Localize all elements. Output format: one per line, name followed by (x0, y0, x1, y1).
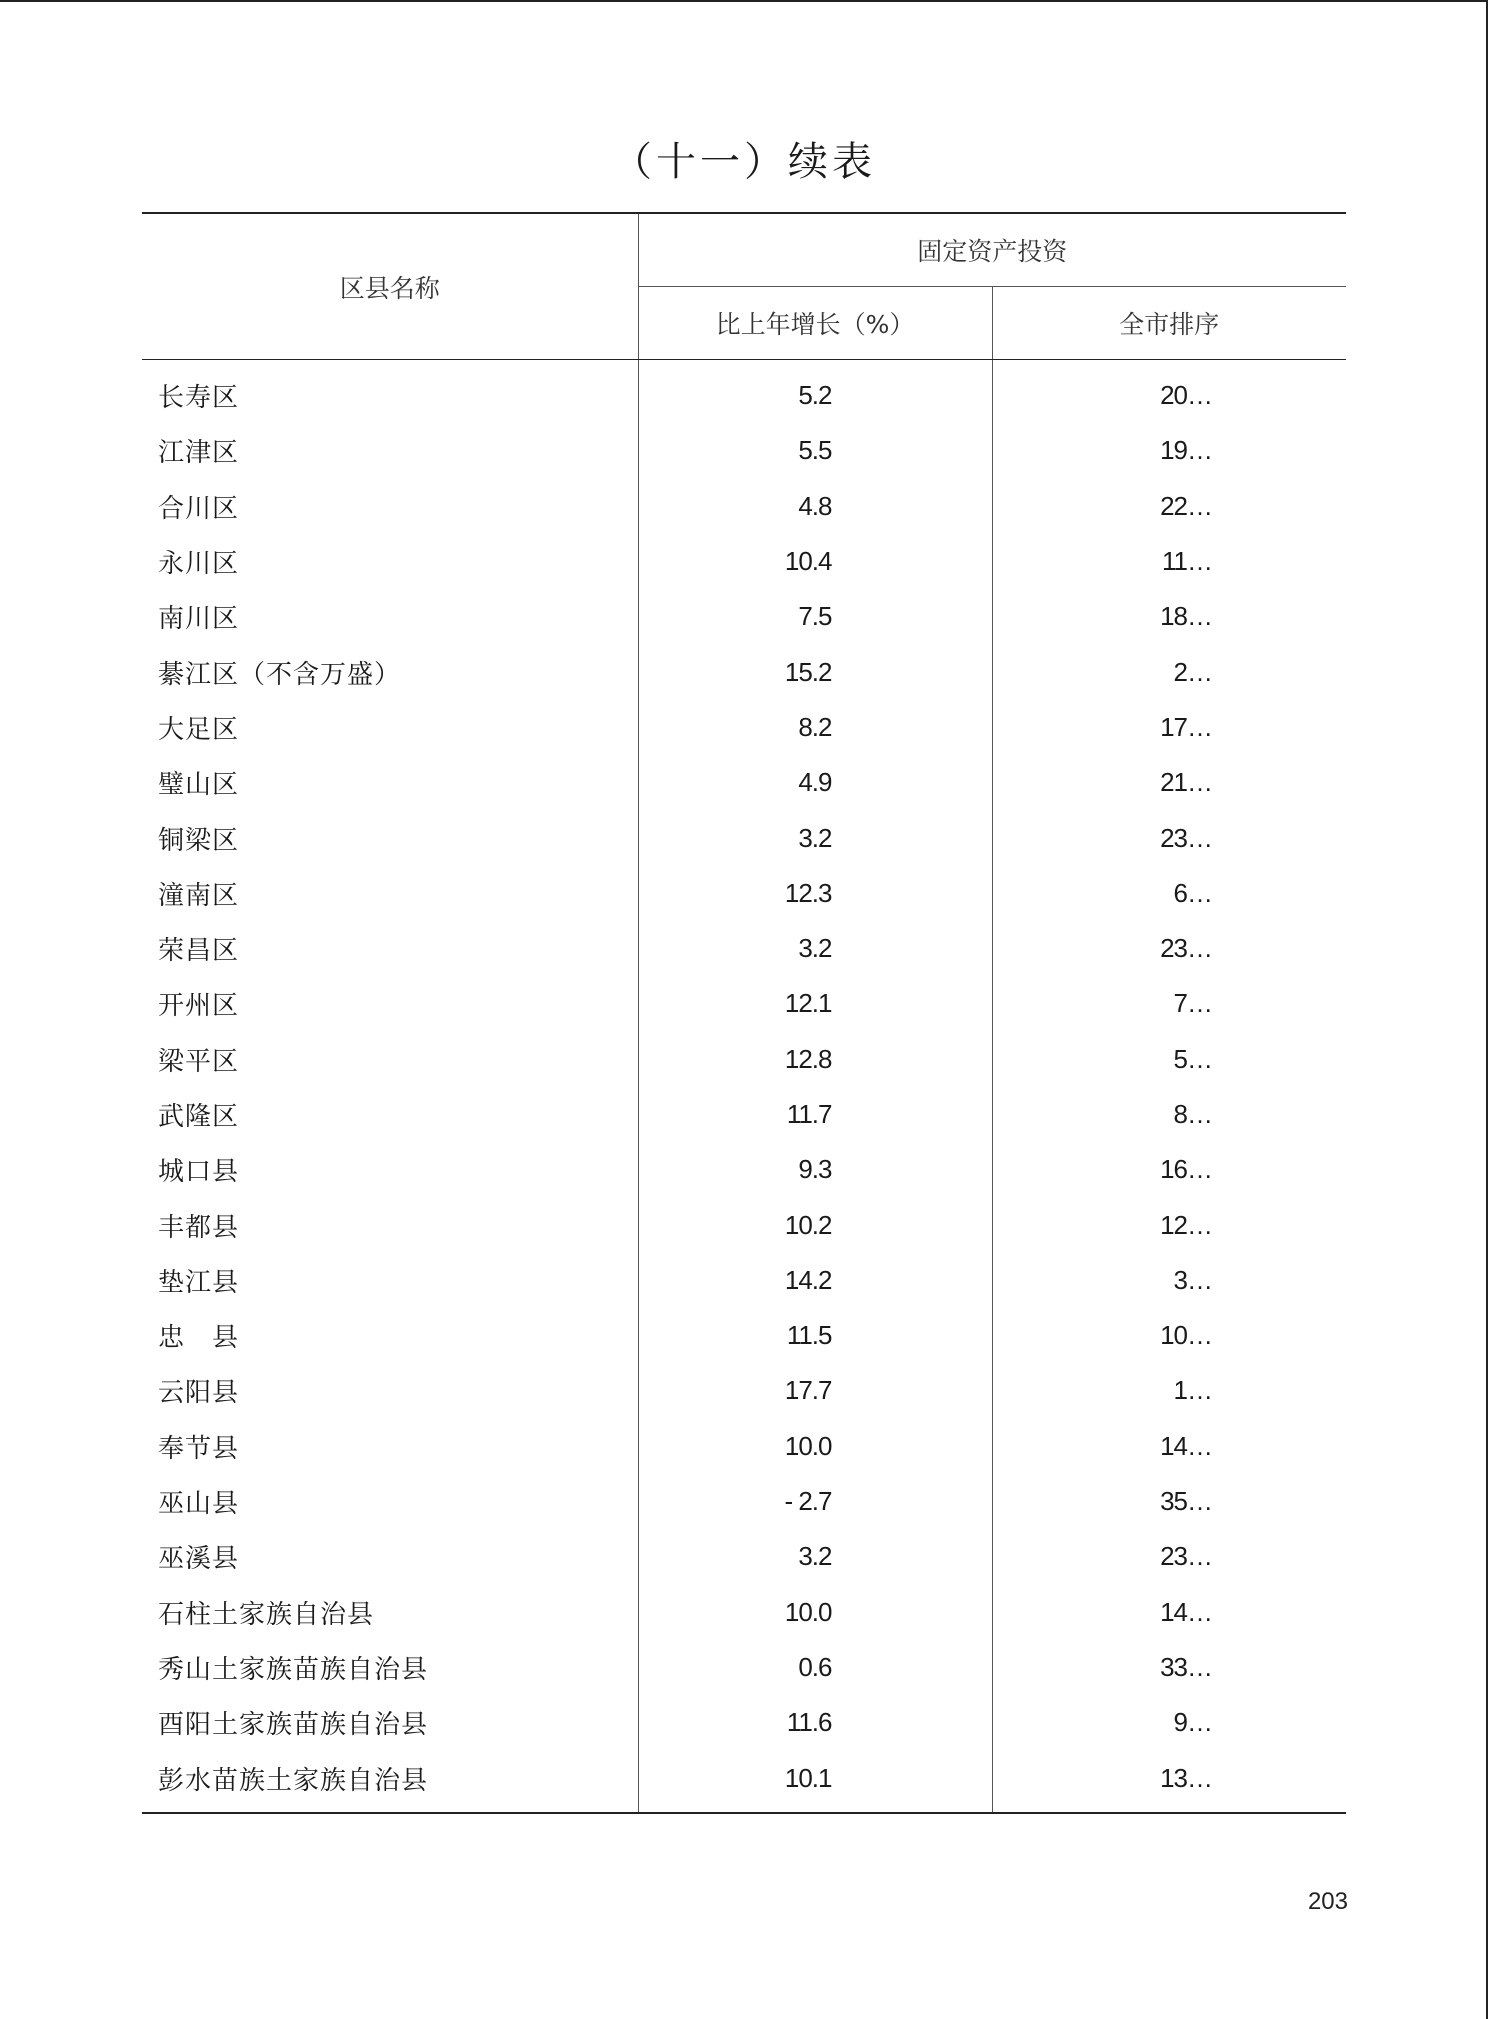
district-name-cell: 开州区 (158, 991, 240, 1022)
city-rank-cell: 5… (992, 1032, 1346, 1087)
growth-rate-cell: 3.2 (638, 810, 992, 865)
table-row (142, 534, 1346, 589)
city-rank-cell: 1… (992, 1363, 1346, 1418)
growth-rate-cell: 3.2 (638, 1529, 992, 1584)
table-row (142, 423, 1346, 478)
table-row (142, 1142, 1346, 1197)
growth-rate-cell: 4.9 (638, 755, 992, 810)
growth-rate-cell: 12.1 (638, 976, 992, 1031)
city-rank-cell: 14… (992, 1419, 1346, 1474)
header-district-name: 区县名称 (142, 213, 638, 360)
growth-rate-cell: 3.2 (638, 921, 992, 976)
district-name-cell: 江津区 (158, 438, 240, 469)
table-row (142, 360, 1346, 424)
growth-rate-cell: 12.3 (638, 866, 992, 921)
city-rank-cell: 3… (992, 1253, 1346, 1308)
district-name-cell: 荣昌区 (158, 936, 240, 967)
district-name-cell: 巫山县 (158, 1489, 240, 1520)
district-name-cell: 大足区 (158, 714, 240, 745)
table-row (142, 479, 1346, 534)
city-rank-cell: 22… (992, 479, 1346, 534)
district-name-cell: 彭水苗族土家族自治县 (142, 1750, 638, 1812)
city-rank-cell: 6… (992, 866, 1346, 921)
city-rank-cell: 16… (992, 1142, 1346, 1197)
city-rank-cell: 2… (992, 644, 1346, 699)
table-body (142, 360, 1346, 1813)
growth-rate-cell: 5.5 (638, 423, 992, 478)
table-row (142, 1197, 1346, 1252)
table-row (142, 1640, 1346, 1695)
city-rank-cell: 7… (992, 976, 1346, 1031)
table-header (142, 213, 1346, 360)
district-name-cell: 合川区 (158, 493, 240, 524)
table-row (142, 1363, 1346, 1418)
city-rank-cell: 21… (992, 755, 1346, 810)
table-row (142, 1419, 1346, 1474)
table-row (142, 589, 1346, 644)
district-name-cell: 长寿区 (158, 383, 240, 414)
growth-rate-cell: 5.2 (638, 360, 992, 424)
city-rank-cell: 23… (992, 810, 1346, 865)
table-row (142, 1253, 1346, 1308)
district-name-cell: 巫溪县 (158, 1544, 240, 1575)
city-rank-cell: 33… (992, 1640, 1346, 1695)
city-rank-cell: 14… (992, 1585, 1346, 1640)
growth-rate-cell: 11.7 (638, 1087, 992, 1142)
district-name-cell: 忠 县 (158, 1323, 240, 1354)
table-row (142, 700, 1346, 755)
district-name-cell: 酉阳土家族苗族自治县 (158, 1710, 429, 1741)
city-rank-cell: 10… (992, 1308, 1346, 1363)
district-name-cell: 南川区 (158, 604, 240, 635)
growth-rate-cell: 7.5 (638, 589, 992, 644)
table-row (142, 810, 1346, 865)
district-name-cell: 城口县 (158, 1157, 240, 1188)
table-row (142, 1585, 1346, 1640)
table-row (142, 976, 1346, 1031)
city-rank-cell: 11… (992, 534, 1346, 589)
city-rank-cell: 35… (992, 1474, 1346, 1529)
growth-rate-cell: 8.2 (638, 700, 992, 755)
growth-rate-cell: - 2.7 (638, 1474, 992, 1529)
table-row (142, 1695, 1346, 1750)
city-rank-cell: 23… (992, 1529, 1346, 1584)
table-row (142, 1032, 1346, 1087)
city-rank-cell: 8… (992, 1087, 1346, 1142)
table-row (142, 1087, 1346, 1142)
growth-rate-cell: 10.0 (638, 1419, 992, 1474)
growth-rate-cell: 0.6 (638, 1640, 992, 1695)
table-row (142, 921, 1346, 976)
city-rank-cell: 19… (992, 423, 1346, 478)
district-name-cell: 永川区 (158, 549, 240, 580)
table-row (142, 755, 1346, 810)
district-name-cell: 武隆区 (158, 1102, 240, 1132)
district-name-cell: 綦江区（不含万盛） (158, 659, 402, 690)
city-rank-cell: 13… (992, 1750, 1346, 1812)
page-number: 203 (1307, 1888, 1348, 1915)
growth-rate-cell: 4.8 (638, 479, 992, 534)
district-name-cell: 秀山土家族苗族自治县 (158, 1654, 429, 1685)
table-row (142, 1529, 1346, 1584)
table-row (142, 866, 1346, 921)
page-title: （十一）续表 (612, 139, 876, 185)
district-name-cell: 铜梁区 (158, 825, 240, 856)
district-name-cell: 梁平区 (158, 1046, 240, 1077)
growth-rate-cell: 15.2 (638, 644, 992, 699)
city-rank-cell: 20… (992, 360, 1346, 424)
table-row (142, 1474, 1346, 1529)
city-rank-cell: 23… (992, 921, 1346, 976)
data-table-container (142, 212, 1346, 1814)
growth-rate-cell: 11.5 (638, 1308, 992, 1363)
city-rank-cell: 17… (992, 700, 1346, 755)
district-name-cell: 石柱土家族自治县 (158, 1599, 375, 1630)
growth-rate-cell: 9.3 (638, 1142, 992, 1197)
district-name-cell: 潼南区 (158, 880, 240, 911)
header-growth-rate: 比上年增长（%） (638, 287, 992, 360)
growth-rate-cell: 17.7 (638, 1363, 992, 1418)
city-rank-cell: 12… (992, 1197, 1346, 1252)
district-name-cell: 云阳县 (158, 1378, 240, 1409)
growth-rate-cell: 10.4 (638, 534, 992, 589)
header-fixed-asset-investment: 固定资产投资 (638, 213, 1346, 287)
district-name-cell: 奉节县 (158, 1433, 240, 1464)
table-row (142, 1308, 1346, 1363)
data-table (142, 212, 1346, 1814)
header-city-rank: 全市排序 (992, 287, 1346, 360)
district-name-cell: 垫江县 (158, 1267, 240, 1298)
growth-rate-cell: 11.6 (638, 1695, 992, 1750)
growth-rate-cell: 10.2 (638, 1197, 992, 1252)
table-row (142, 644, 1346, 699)
growth-rate-cell: 10.1 (638, 1750, 992, 1812)
page-top-border (0, 0, 1488, 2)
table-row (142, 1750, 1346, 1812)
growth-rate-cell: 12.8 (638, 1032, 992, 1087)
district-name-cell: 丰都县 (158, 1212, 240, 1243)
city-rank-cell: 9… (992, 1695, 1346, 1750)
growth-rate-cell: 10.0 (638, 1585, 992, 1640)
district-name-cell: 璧山区 (158, 770, 240, 801)
city-rank-cell: 18… (992, 589, 1346, 644)
growth-rate-cell: 14.2 (638, 1253, 992, 1308)
